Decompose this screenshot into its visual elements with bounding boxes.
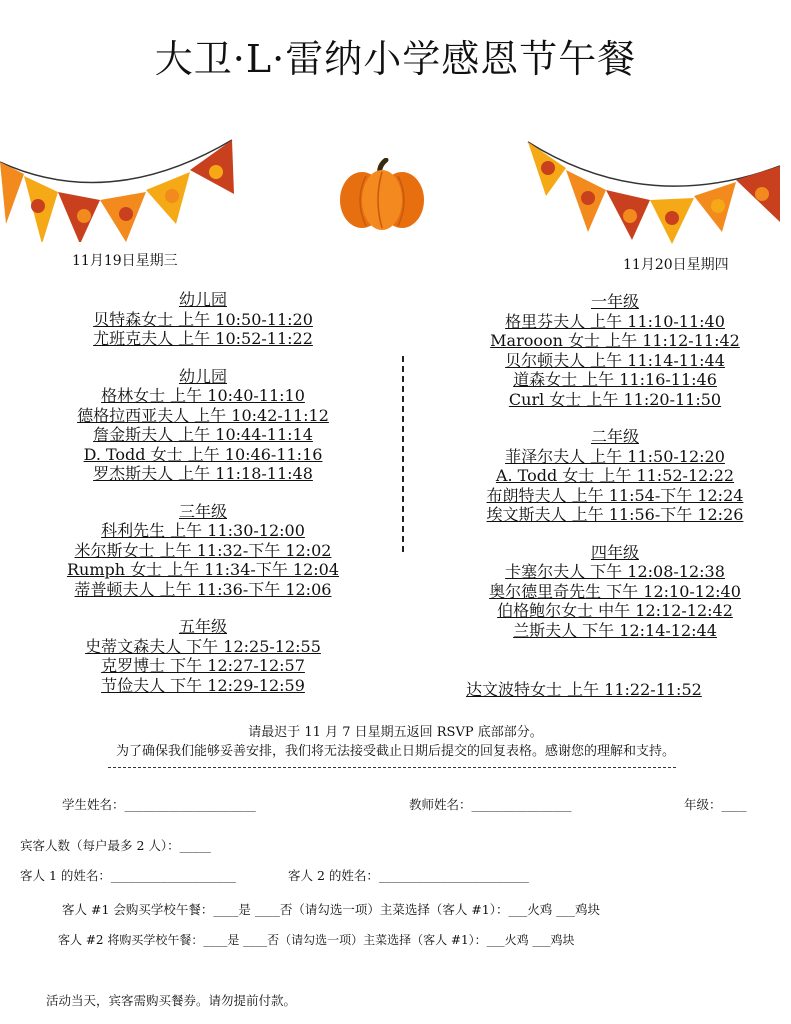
class-slot: 贝特森女士 上午 10:50-11:20 [93, 309, 313, 329]
class-slot: 卡塞尔夫人 下午 12:08-12:38 [505, 562, 725, 581]
wednesday-schedule [28, 290, 378, 713]
class-slot: Curl 女士 上午 11:20-11:50 [508, 389, 722, 409]
class-slot: A. Todd 女士 上午 11:52-12:22 [495, 466, 735, 485]
group-title: 一年级 [590, 292, 639, 311]
cut-line [108, 767, 676, 768]
class-slot: Marooon 女士 上午 11:12-11:42 [490, 331, 740, 350]
schedule-group [440, 543, 790, 641]
column-divider [402, 356, 404, 552]
class-slot: 布朗特夫人 上午 11:54-下午 12:24 [486, 485, 744, 505]
wednesday-date: 11月19日星期三 [72, 253, 178, 269]
right-bunting [526, 136, 786, 246]
guest1-name-field[interactable]: 客人 1 的姓名：____________________ [20, 868, 236, 883]
class-slot: 史蒂文森夫人 下午 12:25-12:55 [85, 636, 321, 656]
group-title: 幼儿园 [178, 366, 227, 386]
special-class-slot: 达文波特女士 上午 11:22-11:52 [466, 680, 702, 699]
student-name-field[interactable]: 学生姓名：_____________________ [62, 797, 256, 812]
class-slot: 贝尔顿夫人 上午 11:14-11:44 [505, 350, 725, 370]
schedule-group [28, 367, 378, 484]
class-slot: 格里芬夫人 上午 11:10-11:40 [505, 311, 725, 331]
class-slot: 菲泽尔夫人 上午 11:50-12:20 [505, 446, 725, 466]
schedule-group [28, 502, 378, 600]
notice-line-1: 请最迟于 11 月 7 日星期五返回 RSVP 底部部分。 [248, 725, 543, 740]
group-title: 五年级 [178, 617, 227, 636]
class-slot: 格林女士 上午 10:40-11:10 [101, 386, 305, 405]
guest-count-field[interactable]: 宾客人数（每户最多 2 人）：_____ [20, 838, 211, 853]
footer-note: 活动当天，宾客需购买餐券。请勿提前付款。 [46, 993, 297, 1008]
schedule-group [28, 617, 378, 695]
pumpkin-icon [336, 158, 428, 230]
class-slot: 奥尔德里奇先生 下午 12:10-12:40 [489, 581, 741, 601]
guest2-name-field[interactable]: 客人 2 的姓名：________________________ [288, 868, 529, 883]
left-bunting [0, 132, 240, 242]
schedule-group [440, 427, 790, 525]
schedule-group [440, 292, 790, 409]
class-slot: 克罗博士 下午 12:27-12:57 [101, 656, 305, 675]
schedule-group [28, 290, 378, 349]
group-title: 四年级 [590, 542, 639, 562]
group-title: 二年级 [590, 427, 639, 446]
class-slot: D. Todd 女士 上午 10:46-11:16 [83, 444, 323, 464]
class-slot: Rumph 女士 上午 11:34-下午 12:04 [66, 560, 340, 579]
thursday-schedule [440, 292, 790, 658]
class-slot: 科利先生 上午 11:30-12:00 [101, 521, 305, 540]
class-slot: 尤班克夫人 上午 10:52-11:22 [93, 329, 313, 348]
class-slot: 兰斯夫人 下午 12:14-12:44 [513, 620, 717, 640]
class-slot: 罗杰斯夫人 上午 11:18-11:48 [93, 464, 313, 483]
guest2-lunch-field[interactable]: 客人 #2 将购买学校午餐：____是 ____否（请勾选一项）主菜选择（客人 #1）：___火鸡 ___鸡块 [58, 933, 575, 947]
group-title: 三年级 [178, 501, 227, 521]
guest1-lunch-field[interactable]: 客人 #1 会购买学校午餐：____是 ____否（请勾选一项）主菜选择（客人 #1）：___火鸡 ___鸡块 [62, 902, 600, 917]
class-slot: 蒂普顿夫人 上午 11:36-下午 12:06 [74, 579, 332, 599]
class-slot: 埃文斯夫人 上午 11:56-下午 12:26 [486, 505, 744, 524]
teacher-name-field[interactable]: 教师姓名：________________ [409, 797, 572, 812]
notice-line-2: 为了确保我们能够妥善安排，我们将无法接受截止日期后提交的回复表格。感谢您的理解和支持。 [115, 744, 675, 759]
page-title: 大卫·L·雷纳小学感恩节午餐 [154, 37, 637, 81]
group-title: 幼儿园 [178, 290, 227, 309]
class-slot: 伯格鲍尔女士 中午 12:12-12:42 [497, 601, 733, 620]
class-slot: 米尔斯女士 上午 11:32-下午 12:02 [74, 540, 332, 560]
grade-field[interactable]: 年级：____ [684, 797, 747, 812]
class-slot: 德格拉西亚夫人 上午 10:42-11:12 [77, 405, 329, 425]
class-slot: 詹金斯夫人 上午 10:44-11:14 [93, 425, 313, 444]
class-slot: 节俭夫人 下午 12:29-12:59 [101, 675, 305, 695]
class-slot: 道森女士 上午 11:16-11:46 [513, 370, 717, 389]
thursday-date: 11月20日星期四 [623, 257, 729, 273]
